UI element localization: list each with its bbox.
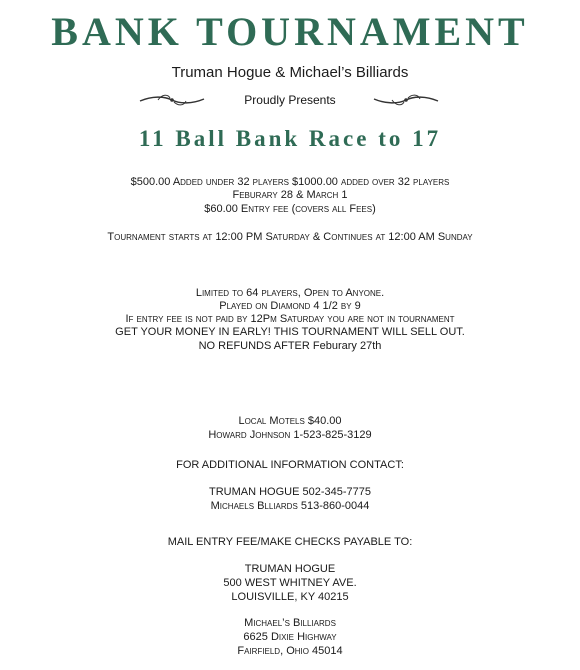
proudly-presents: Proudly Presents <box>244 93 336 107</box>
added-money: $500.00 Added under 32 players $1000.00 added over 32 players <box>130 176 450 188</box>
mail-heading: MAIL ENTRY FEE/MAKE CHECKS PAYABLE TO: <box>167 536 413 548</box>
mail-street-truman: 500 WEST WHITNEY AVE. <box>223 577 357 589</box>
mail-city-truman: LOUISVILLE, KY 40215 <box>231 591 349 603</box>
local-motels: Local Motels $40.00 <box>238 415 342 427</box>
mail-name-michaels: Michael’s Billiards <box>244 617 336 629</box>
pay-early-notice: GET YOUR MONEY IN EARLY! THIS TOURNAMENT WILL SELL OUT. <box>115 326 465 338</box>
flyer-title: BANK TOURNAMENT <box>51 9 529 54</box>
event-title: 11 Ball Bank Race to 17 <box>138 126 442 151</box>
mail-city-michaels: Fairfield, Ohio 45014 <box>237 645 343 657</box>
proudly-presents-row <box>0 90 580 110</box>
contact-truman: TRUMAN HOGUE 502-345-7775 <box>208 486 371 498</box>
start-time: Tournament starts at 12:00 PM Saturday & Continues at 12:00 AM Sunday <box>107 231 473 243</box>
player-limit: Limited to 64 players, Open to Anyone. <box>195 287 385 299</box>
contact-michaels: Michaels Blliards 513-860-0044 <box>210 500 370 512</box>
mail-street-michaels: 6625 Dixie Highway <box>243 631 337 643</box>
refund-policy: NO REFUNDS AFTER Feburary 27th <box>198 340 382 352</box>
right-flourish-icon <box>372 90 440 110</box>
presenters-line: Truman Hogue & Michael’s Billiards <box>171 64 409 81</box>
entry-fee: $60.00 Entry fee (covers all Fees) <box>204 203 376 215</box>
howard-johnson-phone: Howard Johnson 1-523-825-3129 <box>208 429 372 441</box>
contact-heading: FOR ADDITIONAL INFORMATION CONTACT: <box>176 459 404 471</box>
table-type: Played on Diamond 4 1/2 by 9 <box>219 300 361 312</box>
event-dates: Feburary 28 & March 1 <box>232 189 348 201</box>
mail-name-truman: TRUMAN HOGUE <box>244 563 336 575</box>
payment-deadline: If entry fee is not paid by 12Pm Saturday you are not in tournament <box>125 313 455 325</box>
